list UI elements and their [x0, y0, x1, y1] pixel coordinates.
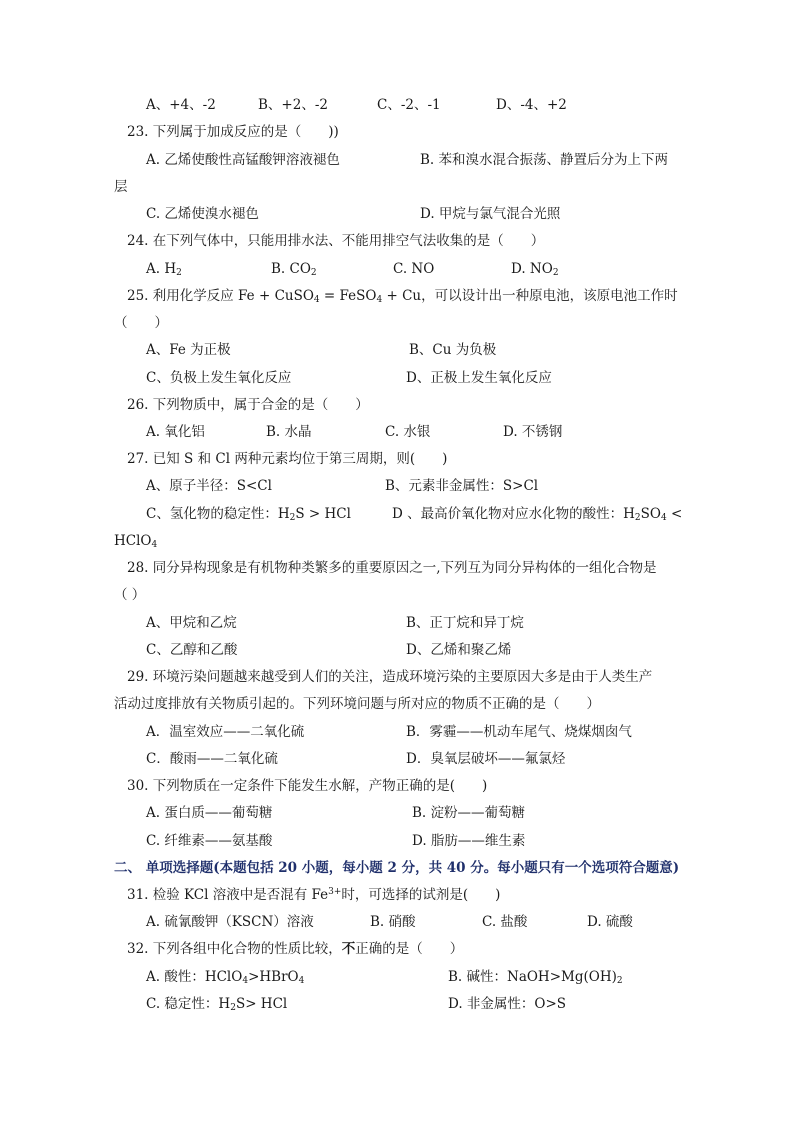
section-2-heading: 二、 单项选择题(本题包括 20 小题，每小题 2 分，共 40 分。每小题只有一个选项符合题意): [114, 860, 680, 876]
q30-option-a: A. 蛋白质——葡萄糖: [146, 805, 273, 821]
q23-stem: 23. 下列属于加成反应的是（ )): [127, 124, 339, 140]
q23-option-d: D. 甲烷与氯气混合光照: [420, 206, 561, 222]
q28-stem: 28. 同分异构现象是有机物种类繁多的重要原因之一,下列互为同分异构体的一组化合物是: [127, 560, 657, 576]
q28-option-d: D、乙烯和聚乙烯: [406, 642, 512, 658]
q26-option-c: C. 水银: [385, 424, 431, 440]
q28-option-c: C、乙醇和乙酸: [146, 642, 238, 658]
q32-option-c: C. 稳定性：$H_2S>$ HCl: [146, 996, 288, 1013]
q22-option-d: D、-4、+2: [496, 97, 567, 113]
q26-option-b: B. 水晶: [266, 424, 312, 440]
q27-option-d: D 、最高价氧化物对应水化物的酸性：$H_2SO_4$ <: [392, 506, 683, 523]
q22-option-a: A、+4、-2: [146, 97, 216, 113]
q30-option-b: B. 淀粉——葡萄糖: [412, 805, 526, 821]
q28-option-b: B、正丁烷和异丁烷: [406, 615, 524, 631]
q28-answer-paren: （ ）: [114, 587, 146, 603]
q29-option-d: D．臭氧层破坏——氟氯烃: [406, 751, 566, 767]
q29-stem-line2: 活动过度排放有关物质引起的。下列环境问题与所对应的物质不正确的是（ ）: [114, 696, 600, 712]
q29-option-a: A．温室效应——二氧化硫: [146, 724, 305, 740]
q30-option-d: D. 脂肪——维生素: [412, 833, 526, 849]
q32-option-b: B. 碱性：$NaOH>Mg(OH)_2$: [448, 969, 623, 986]
q31-option-d: D. 硫酸: [587, 914, 633, 930]
q27-stem: 27. 已知 S 和 Cl 两种元素均位于第三周期，则( ): [127, 451, 448, 467]
q32-stem: 32. 下列各组中化合物的性质比较，不正确的是（ ）: [127, 941, 464, 957]
q26-stem: 26. 下列物质中，属于合金的是（ ）: [127, 397, 369, 413]
q23-option-a: A. 乙烯使酸性高锰酸钾溶液褪色: [146, 152, 340, 168]
q27-option-a: A、原子半径：S<Cl: [146, 478, 272, 494]
q29-stem-line1: 29. 环境污染问题越来越受到人们的关注，造成环境污染的主要原因大多是由于人类生产: [127, 669, 653, 685]
q32-option-d: D. 非金属性：O>S: [448, 996, 567, 1012]
q26-option-d: D. 不锈钢: [503, 424, 563, 440]
q24-option-a: A. $H_2$: [146, 261, 182, 278]
q22-option-b: B、+2、-2: [258, 97, 328, 113]
q22-option-c: C、-2、-1: [377, 97, 441, 113]
q24-option-d: D. $NO_2$: [511, 261, 559, 278]
q29-option-c: C．酸雨——二氧化硫: [146, 751, 278, 767]
q24-stem: 24. 在下列气体中，只能用排水法、不能用排空气法收集的是（ ）: [127, 233, 545, 249]
q23-option-c: C. 乙烯使溴水褪色: [146, 206, 259, 222]
q25-option-a: A、Fe 为正极: [146, 342, 231, 358]
q31-option-b: B. 硝酸: [370, 914, 416, 930]
q25-option-c: C、负极上发生氧化反应: [146, 370, 292, 386]
q27-option-d-continued: HClO$_4$: [114, 533, 158, 550]
q31-stem: 31. 检验 KCl 溶液中是否混有 $Fe^{3+}$时，可选择的试剂是( ): [127, 887, 501, 903]
q24-option-b: B. $CO_2$: [271, 261, 317, 278]
q25-option-b: B、Cu 为负极: [409, 342, 497, 358]
q28-option-a: A、甲烷和乙烷: [146, 615, 237, 631]
q24-option-c: C. NO: [393, 261, 435, 277]
q27-option-b: B、元素非金属性：S>Cl: [385, 478, 539, 494]
q26-option-a: A. 氧化铝: [146, 424, 205, 440]
q30-option-c: C. 纤维素——氨基酸: [146, 833, 273, 849]
q25-stem: 25. 利用化学反应 Fe + CuSO$_4$ = FeSO$_4$ + Cu，可以设计出一种原电池，该原电池工作时: [127, 288, 678, 305]
q25-option-d: D、正极上发生氧化反应: [406, 370, 552, 386]
q32-option-a: A. 酸性：HClO$_4$>HBrO$_4$: [146, 969, 305, 986]
q23-option-b-continued: 层: [114, 179, 128, 195]
q27-option-c: C、氢化物的稳定性：$H_2S$ > HCl: [146, 506, 351, 523]
q31-option-a: A. 硫氰酸钾（KSCN）溶液: [146, 914, 314, 930]
q29-option-b: B．雾霾——机动车尾气、烧煤烟囱气: [406, 724, 632, 740]
q30-stem: 30. 下列物质在一定条件下能发生水解，产物正确的是( ): [127, 778, 488, 794]
q25-answer-paren: （ ）: [114, 315, 168, 331]
q23-option-b: B. 苯和溴水混合振荡、静置后分为上下两: [420, 152, 669, 168]
q31-option-c: C. 盐酸: [482, 914, 528, 930]
